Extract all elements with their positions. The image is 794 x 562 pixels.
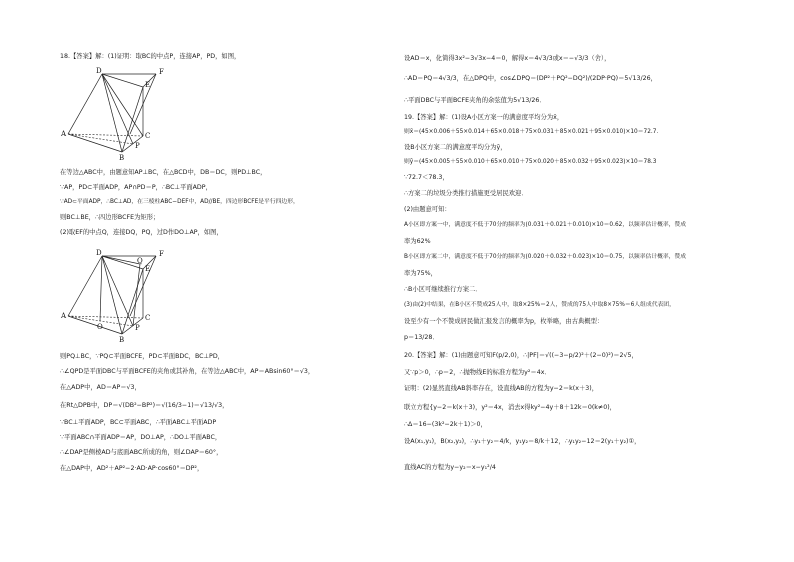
fig2-label-p: P bbox=[135, 324, 140, 332]
fig1-label-e: E bbox=[145, 81, 151, 89]
text-line: ∵72.7＜78.3， bbox=[404, 174, 449, 181]
fig2-label-d: D bbox=[96, 249, 102, 257]
fig2-label-q: Q bbox=[137, 257, 143, 265]
text-line: A小区即方案一中，满意度不低于70分的频率为(0.031＋0.021＋0.010)×10＝0.62，以频率估计概率，赞成 bbox=[404, 222, 687, 228]
fig2-label-c: C bbox=[145, 314, 151, 322]
text-line: 证明：(2)显然直线AB斜率存在，设直线AB的方程为y−2＝k(x＋3)， bbox=[404, 385, 599, 392]
text-line: (2)由题意可知： bbox=[404, 206, 451, 213]
text-line: ∵BC⊥平面ADP，BC⊂平面ABC，∴平面ABC⊥平面ADP bbox=[60, 419, 217, 426]
text-line: ∴方案二的垃圾分类推行措施更受居民欢迎． bbox=[404, 190, 528, 197]
text-line: ∴∠DAP是侧棱AD与底面ABC所成的角，则∠DAP＝60°， bbox=[60, 449, 223, 456]
text-line: 联立方程{y−2＝k(x＋3)，y²＝4x，消去x得ky²−4y＋8＋12k＝0(k≠0)， bbox=[404, 404, 616, 411]
prism-figure-2 bbox=[60, 246, 170, 342]
text-line: 设B小区方案二的满意度平均分为ȳ， bbox=[404, 144, 507, 151]
fig2-label-e: E bbox=[145, 265, 151, 273]
text-line: (3)由(2)中结果，在B小区不赞成25人中，取8×25%＝2人，赞成的75人中取8×75%＝6人组成代表团， bbox=[404, 302, 675, 308]
text-line: ∵平面ABC∩平面ADP＝AP，DO⊥AP，∴DO⊥平面ABC， bbox=[60, 434, 222, 441]
text-line: ∴平面DBC与平面BCFE夹角的余弦值为5√13/26． bbox=[404, 97, 546, 104]
text-line: 在△ADP中，AD＝AP＝√3， bbox=[60, 384, 141, 391]
text-line: B小区即方案二中，满意度不低于70分的频率为(0.020＋0.032＋0.023)×10＝0.75，以频率估计概率，赞成 bbox=[404, 254, 687, 260]
q20-heading-line: 20.【答案】解：(1)由题意可知F(p/2,0)，∴|PF|＝√((−3−p/2)²＋(2−0)²)＝2√5， bbox=[404, 352, 638, 359]
text-line: 又∵p＞0，∴p＝2，∴抛物线E的标准方程为y²＝4x． bbox=[404, 369, 551, 376]
text-line: (2)取EF的中点Q，连接DQ，PQ，过D作DO⊥AP，如图， bbox=[60, 229, 223, 236]
text-line: 在△DAP中，AD²＋AP²−2·AD·AP·cos60°＝DP²， bbox=[60, 465, 204, 472]
fig2-label-o: O bbox=[97, 323, 103, 331]
text-line: 则x̄＝(45×0.006＋55×0.014＋65×0.018＋75×0.031＋85×0.021＋95×0.010)×10＝72.7． bbox=[404, 129, 663, 135]
fig2-label-a: A bbox=[61, 312, 67, 320]
text-line: ∵AD⊂平面ADP，∴BC⊥AD，在三棱柱ABC−DEF中，AD//BE，四边形BCFE是平行四边形， bbox=[60, 199, 299, 205]
text-line: ∴AD＝PQ＝4√3/3，在△DPQ中，cos∠DPQ＝(DP²＋PQ²−DQ²)/(2DP·PQ)＝5√13/26， bbox=[404, 75, 657, 82]
text-line: 设至少有一个不赞成居民做汇报发言的概率为p，枚举略，由古典概型： bbox=[404, 318, 604, 325]
text-line: ∴Δ＝16−(3k²−2k＋1)＞0， bbox=[404, 421, 487, 428]
text-line: 率为62% bbox=[404, 238, 431, 245]
text-line: ∴B小区可继续推行方案二． bbox=[404, 286, 482, 293]
text-line: 则PQ⊥BC，∵PQ⊂平面BCFE，PD⊂平面BDC，BC⊥PD， bbox=[60, 353, 224, 360]
text-line: 则BC⊥BE，∴四边形BCFE为矩形； bbox=[60, 214, 160, 221]
text-line: 在Rt△DPB中，DP＝√(DB²−BP²)＝√(16/3−1)＝√13/√3， bbox=[60, 402, 229, 409]
q19-heading-line: 19.【答案】解：(1)设A小区方案一的满意度平均分为x̄， bbox=[404, 114, 564, 121]
fig1-label-c: C bbox=[145, 132, 151, 140]
prism-figure-1 bbox=[60, 64, 170, 160]
text-line: 设A(x₁,y₁)，B(x₂,y₂)，∴y₁＋y₂＝4/k，y₁y₂＝8/k＋12，∴y₁y₂−12＝2(y₁＋y₂)①， bbox=[404, 438, 641, 445]
text-line: 设AD＝x，化简得3x²−3√3x−4＝0，解得x＝4√3/3或x＝−√3/3（舍）， bbox=[404, 55, 611, 62]
fig1-label-f: F bbox=[159, 68, 164, 76]
fig2-label-b: B bbox=[119, 336, 125, 342]
text-line: 率为75%， bbox=[404, 270, 437, 277]
fig1-label-p: P bbox=[135, 142, 140, 150]
text-line: ∵AP，PD⊂平面ADP，AP∩PD＝P，∴BC⊥平面ADP， bbox=[60, 184, 212, 191]
q18-heading-line: 18.【答案】解：(1)证明：取BC的中点P，连接AP，PD，如图， bbox=[60, 53, 241, 60]
text-line: 则ȳ＝(45×0.005＋55×0.010＋65×0.010＋75×0.020＋85×0.032＋95×0.023)×10＝78.3 bbox=[404, 159, 657, 165]
fig1-label-d: D bbox=[96, 67, 102, 75]
text-line: 在等边△ABC中，由题意知AP⊥BC，在△BCD中，DB＝DC，则PD⊥BC， bbox=[60, 169, 267, 176]
text-line: 直线AC的方程为y−y₂＝x−y₁²/4 bbox=[404, 464, 496, 471]
text-line: ∴∠QPD是平面DBC与平面BCFE的夹角或其补角，在等边△ABC中，AP＝ABsin60°＝√3， bbox=[60, 368, 315, 375]
text-line: p＝13/28． bbox=[404, 334, 439, 341]
fig1-label-a: A bbox=[61, 130, 67, 138]
fig2-label-f: F bbox=[159, 250, 164, 258]
fig1-label-b: B bbox=[119, 154, 125, 160]
